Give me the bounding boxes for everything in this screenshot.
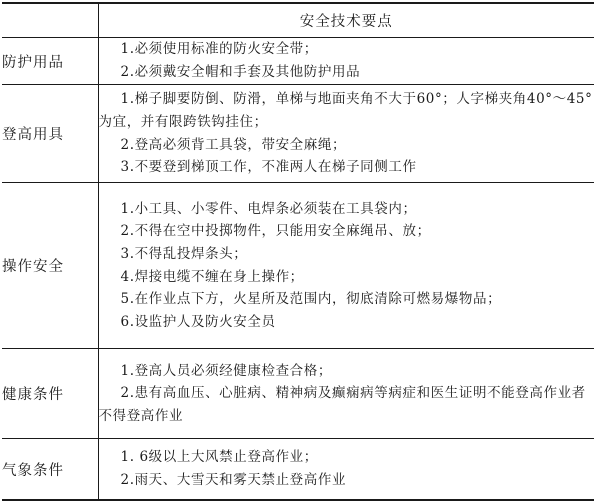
category-cell: 登高用具: [2, 85, 98, 183]
list-item: 2.雨天、大雪天和雾天禁止登高作业: [120, 472, 347, 488]
items-cell: [98, 349, 594, 439]
category-cell: 健康条件: [2, 349, 98, 439]
list-item: 2.患有高血压、心脏病、精神病及癫痫病等病症和医生证明不能登高作业者不得登高作业: [98, 385, 586, 424]
header-cell-category: [2, 3, 98, 38]
list-item: 1.登高人员必须经健康检查合格；: [120, 362, 332, 379]
category-cell: 防护用品: [2, 38, 98, 85]
list-item: 1.必须使用标准的防火安全带；: [120, 41, 318, 58]
category-cell: 操作安全: [2, 183, 98, 349]
table-row-protective-equipment: [2, 38, 594, 85]
table-header-row: [2, 3, 594, 38]
table-row-climbing-tools: [2, 85, 594, 183]
list-item: 1.梯子脚要防倒、防滑，单梯与地面夹角不大于60°；人字梯夹角40°～45°为宜，并有限跨铁钩挂住；: [98, 91, 593, 130]
list-item: 6.设监护人及防火安全员: [120, 313, 276, 330]
table-row-weather-conditions: [2, 439, 594, 501]
list-item: 2.登高必须背工具袋，带安全麻绳；: [120, 136, 347, 153]
items-cell: [98, 183, 594, 349]
list-item: 4.焊接电缆不缠在身上操作；: [120, 268, 304, 285]
list-item: 3.不要登到梯顶工作，不准两人在梯子同侧工作: [120, 159, 417, 176]
items-cell: [98, 38, 594, 85]
list-item: 2.必须戴安全帽和手套及其他防护用品: [120, 64, 361, 80]
list-item: 2.不得在空中投掷物件，只能用安全麻绳吊、放；: [120, 223, 431, 240]
items-cell: [98, 439, 594, 501]
header-cell-key-points: 安全技术要点: [98, 3, 594, 38]
list-item: 1.小工具、小零件、电焊条必须装在工具袋内；: [120, 200, 417, 217]
list-item: 5.在作业点下方，火星所及范围内，彻底清除可燃易爆物品；: [120, 291, 502, 308]
table-row-health-conditions: [2, 349, 594, 439]
category-cell: 气象条件: [2, 439, 98, 501]
list-item: 1. 6级以上大风禁止登高作业；: [120, 449, 318, 466]
table-row-operation-safety: [2, 183, 594, 349]
safety-requirements-table: [2, 2, 594, 501]
items-cell: [98, 85, 594, 183]
list-item: 3.不得乱投焊条头；: [120, 245, 248, 262]
